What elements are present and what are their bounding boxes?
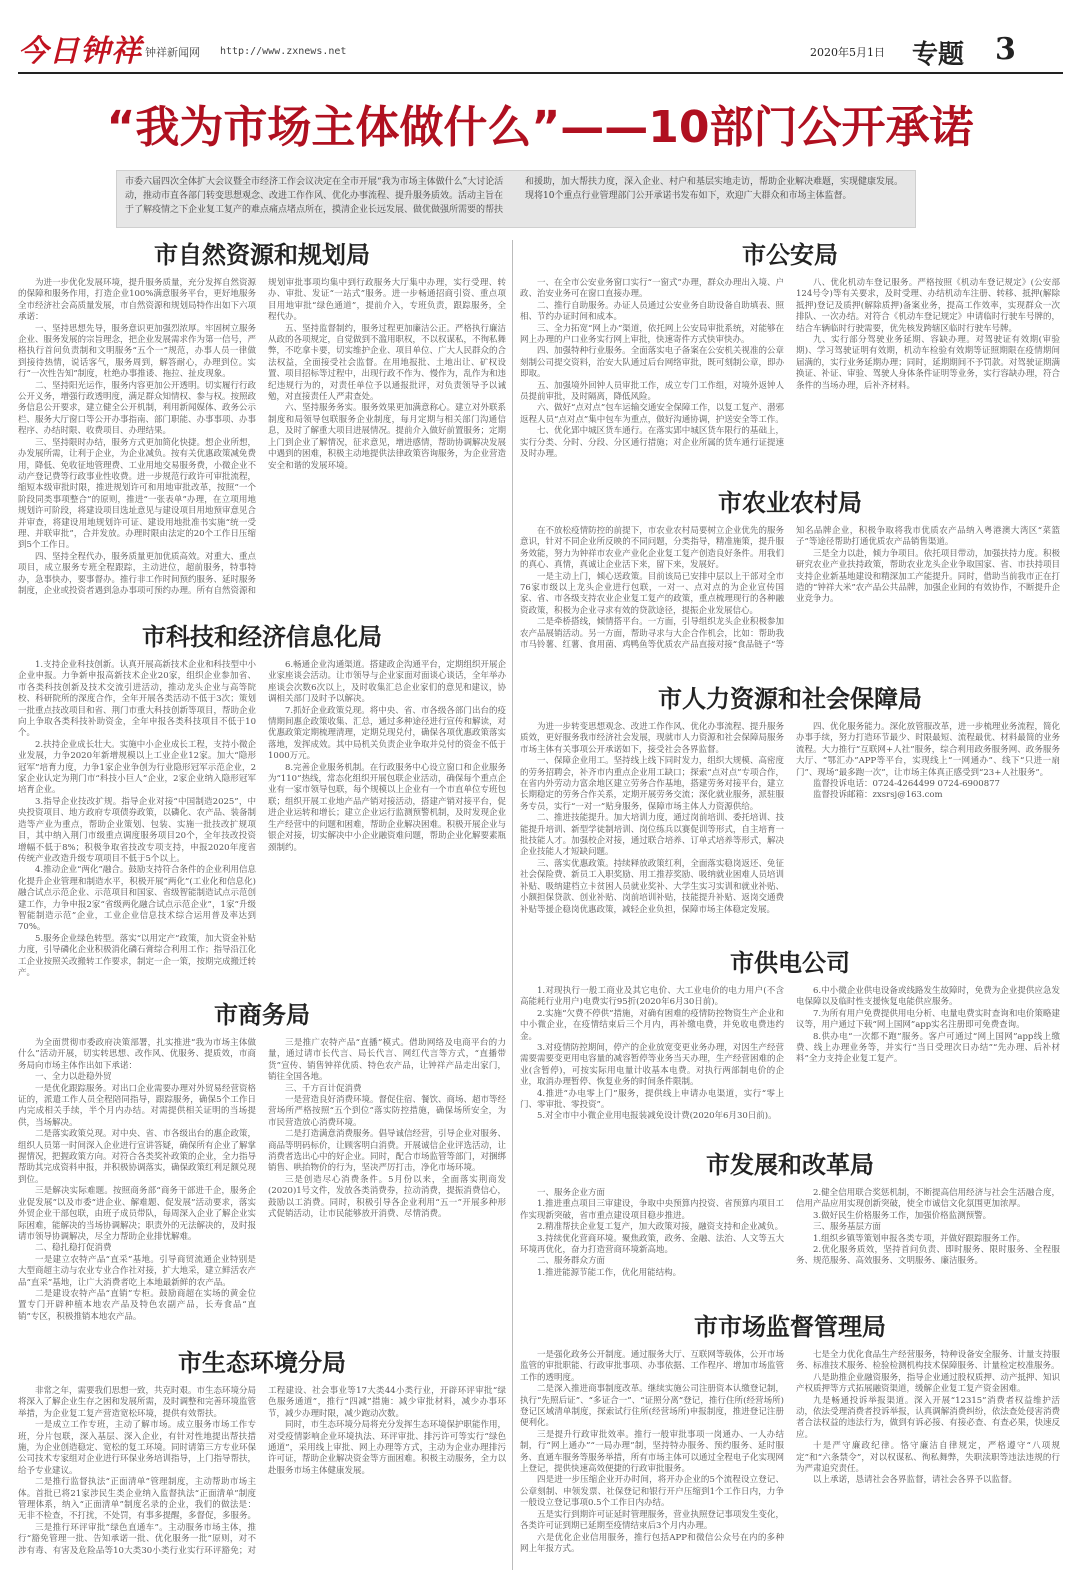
section-human-resources [520,682,1060,942]
section-title: 市科技和经济信息化局 [142,623,382,651]
section-paragraph: 五、坚持监督制约，服务过程更加廉洁公正。严格执行廉洁从政的各项规定，自觉做到不滥用职权，不以权谋私，不徇私舞弊，不吃拿卡要，切实维护企业、项目单位、广大人民群众的合法权益，全面接受社会监督。在用地报批、土地出让、矿权设置、项目招标等过程中，出现行政不作为、慢作为，乱作为和违纪违规行为的，对责任单位予以通报批评，对负责领导予以诫勉，对直接责任人严肃查处。 [268,323,506,403]
section-title: 市公安局 [742,241,838,269]
section-paragraph: 六、做好“点对点”包车运输交通安全保障工作，以复工复产、潜邪返程人员“点对点”集中包车为重点，做好沟通协调，护送安全等工作。 [520,403,784,425]
section-market-supervision [520,1310,1060,1572]
section-paragraph: 3.做好民生价格服务工作，加强价格监测预警。 [813,1210,992,1221]
section-paragraph: 三、坚持限时办结，服务方式更加简化快捷。想企业所想，办发展所需，让利于企业，为企业减负。按有关优惠政策减免费用，降低、免收征地管理费、工业用地交易服务费，小微企业不动产登记费等行政事业性收费。进一步规范行政许可审批流程，缩短本级审批时限，推进规划许可和用地审批改革，按照“一个阶段同类事项整合”的原则，推进“一张表单”办理，在立项用地规划许可阶段，将建设项目选址意见与建设项目用地预审意见合并审查，将建设用地规划许可证、建设用地批准书实施“统一受理、并联审批”，合并发放。办理时限由法定的20个工作日压缩到5个工作日。 [18,437,257,551]
section-body [520,722,1060,936]
section-paragraph: 3.指导企业技改扩规。指导企业对接“中国制造2025”，中央投资项目、地方政府专项债券政策，以磷化、农产品、装备制造等产业为重点，帮助企业策划、包装、实施一批技改扩规项目，其中纳入荆门市级重点调度服务项目20个，全年技改投资增幅不低于8%；积极争取省技改专项支持，申报2020年度省传统产业改造升级专项项目不低于5个以上。 [18,796,257,864]
section-paragraph: 1.对现执行一般工商业及其它电价、大工业电价的电力用户(不含高能耗行业用户)电费实行95折(2020年6月30日前)。 [520,986,784,1008]
section-paragraph: 三是解决实际难题。按照商务部“商务干部进千企，服务企业促发展”以及市委“进企业、解难题、促发展”活动要求，落实外贸企业干部包联，由班子成员带队，每周深入企业了解企业实际困难，能解决的当场协调解决；职责外的无法解决的，及时报请市领导协调解决，尽全力帮助企业排忧解难。 [18,1186,257,1242]
section-paragraph: 四是进一步压缩企业开办时间，将开办企业的5个流程设立登记、公章刻制、申领发票、社保登记和银行开户压缩到1个工作日内，力争一般设立登记事项0.5个工作日内办结。 [520,1475,784,1509]
section-paragraph: 二、服务群众方面 [537,1256,606,1267]
site-url[interactable]: http://www.zxnews.net [220,46,347,57]
section-body [520,278,1060,472]
section-paragraph: 二是打造满意消费服务。倡导诚信经营，引导企业对服务、商品等明码标价，让顾客明白消费。开展诚信企业评选活动，让消费者选出心中的好企业。同时，配合市场监管等部门，对捆绑销售、哄抬物价的行为，坚决严厉打击，净化市场环境。 [268,1129,506,1174]
section-paragraph: 二、稳扎稳打促消费 [35,1243,112,1254]
section-paragraph: 三是创造尽心消费条件。5月份以来，全面落实荆商发(2020)1号文件，发放各类消费券，拉动消费，提振消费信心，鼓励以工消费。同时，积极引导各企业利用“五一”开展多种形式促销活动，让市民能够放开消费、尽情消费。 [268,1174,506,1220]
section-paragraph: 8.完善企业服务机制。在行政服务中心设立窗口和企业服务为“110”热线，常态化组织开展包联企业活动，确保每个重点企业有一家市领导包联，每个规模以上企业有一个市直单位专班包联；组织开展工业地产品产销对接活动，搭建产销对接平台，促进企业运转和增长；建立企业运行监测预警机制，及时发现企业生产经营中的问题和困难，帮助企业解决困难。积极开展企业与银企对接，切实解决中小企业融资难问题，帮助企业化解要素瓶颈制约。 [268,762,506,853]
section-paragraph: 三是推广农特产品“直播”模式。借助网络及电商平台的力量，通过请市长代言、局长代言、网红代言等方式，“直播带货”宣传、销售钟祥优质、特色农产品，让钟祥产品走出家门，销往全国各地。 [268,1038,506,1083]
section-paragraph: 5.服务企业绿色转型。落实“以用定产”政策，加大资金补贴力度，引导磷化企业积极消化磷石膏综合利用工作；指导沿江化工企业按照关改搬转工作要求，制定一企一策，按期完成搬迁转产。 [18,933,257,978]
section-paragraph: 一、坚持思想先导，服务意识更加强烈浓厚。牢固树立服务企业、服务发展的宗旨理念，把企业发展需求作为第一信号，严格执行首问负责制和文明服务“五个一”规范，办事人员一律做到接待热情，说话客气，服务周到，解答耐心，办理到位。实行“一次性告知”制度，杜绝办事推诿、拖拉、扯皮现象。 [18,323,257,380]
section-paragraph: 五是实行到期许可证延时管理服务，营业执照登记事项发生变化，各类许可证到期已延期至疫情结束后3个月内办理。 [520,1509,784,1532]
section-title: 市人力资源和社会保障局 [658,685,922,713]
section-paragraph: 5.对全市中小微企业用电报装减免设计费(2020年6月30日前)。 [537,1111,777,1122]
section-paragraph: 一是成立工作专班，主动了解市场。成立服务市场工作专班，分片包联，深入基层、深入企业，有针对性地提出帮扶措施，为企业创造稳定、宽松的复工环境。同时请第三方专业环保公司技术专家组对企业进行环保业务培训指导，上门指导帮扶，给予专业建议。 [18,1420,257,1476]
section-paragraph: 二是建设农特产品“直销”专柜。鼓励商超在实场的黄金位置专门开辟种植本地农产品及特色农副产品，长寿食品“直销”专区，积极推销本地农产品。 [18,1288,256,1322]
section-paragraph: 一是强化政务公开制度。通过服务大厅、互联网等载体，公开市场监管的审批职能、行政审批事项、办事依据、工作程序、增加市场监管工作的透明度。 [520,1350,784,1383]
section-paragraph: 二、推行自助服务。办证人员通过公安业务自助设备自助填表、照相、节约办证时间和成本。 [520,300,784,323]
column-divider [512,240,513,1570]
section-paragraph: 四、加强特种行业服务。全面落实电子备案在公安机关视准的公章刻制公司提交资料，治安大队通过后台网络审批，既可刻制公章，即办即取。 [520,346,784,380]
section-body [18,1038,506,1334]
section-paragraph: 为进一步优化发展环境，提升服务质量，充分发挥自然资源的保障和服务作用，打造企业100%满意服务平台，更好地服务全市经济社会高质量发展，市自然资源和规划局特作出如下六项承诺： [18,278,257,323]
section-commerce [18,998,506,1340]
section-paragraph: 三、落实优惠政策。持续释放政策红利，全面落实稳岗返还、免征社会保险费、新员工入职奖励、用工推荐奖励、吸纳就业困难人员培训补贴、吸纳建档立卡贫困人员就业奖补、大学生实习实训和就业补贴、小额担保贷款、创业补贴、岗前培训补贴，技能提升补贴、返岗交通费补贴等援企稳岗优惠政策，减轻企业负担，保障市场主体稳定发展。 [520,858,784,915]
section-paragraph: 以上承诺，恳请社会各界监督，请社会各界予以监督。 [813,1475,1018,1486]
section-power-supply [520,946,1060,1146]
section-paragraph: 2.精准帮扶企业复工复产，加大政策对接，融资支持和企业减负。 [537,1222,784,1233]
section-paragraph: 一是建立农特产品“直采”基地。引导商贸流通企业特别是大型商超主动与农业专业合作社对接，扩大地采，建立鲜活农产品“直采”基地，让广大消费者吃上本地最新鲜的农产品。 [18,1254,257,1288]
section-natural-resources [18,238,506,614]
section-paragraph: 同时，市生态环境分局将充分发挥生态环境保护职能作用，对受疫情影响企业环境执法、环评审批、排污许可等实行“绿色通道”，采用线上审批、网上办理等方式，主动为企业办理排污许可证，帮助企业解决资金等方面困难。积极主动服务，全力以赴服务市场主体健康发展。 [268,1420,506,1476]
section-paragraph: 1.组织乡镇等策划申报各类专项，并做好跟踪服务工作。 [813,1233,1026,1244]
section-label: 专题 [912,40,965,70]
section-paragraph: 九是畅通投诉举报渠道。深入开展“12315”消费者权益维护活动，依法受理消费者投诉举报，认真调解消费纠纷，依法查处侵害消费者合法权益的违法行为，做到有诉必接、有接必查、有查必果，快速反应。 [796,1395,1060,1440]
section-paragraph: 八是助推企业融资服务，指导企业通过股权质押、动产抵押、知识产权质押等方式拓展融资渠道，缓解企业复工复产资金困难。 [796,1372,1060,1395]
issue-date: 2020年5月1日 [810,46,885,59]
section-paragraph: 一、保障企业用工。坚持线上线下同时发力，组织大规模、高密度的劳务招聘会，补齐市内重点企业用工缺口；探索“点对点”专项合作，在省内外劳动力富余地区建立劳务合作基地，搭建劳务对接平台，建立长期稳定的劳务合作关系，定期开展劳务交流；深化就业服务，派驻服务专员，实行“一对一”贴身服务，保障市场主体人力资源供给。 [520,756,784,812]
section-paragraph: 一、服务企业方面 [537,1188,606,1198]
section-title: 市自然资源和规划局 [154,241,370,269]
section-paragraph: 四、坚持全程代办，服务质量更加优质高效。对重大、重点项目，成立服务专班全程跟踪，主动进位，超前服务，特事特办，急事快办，要事督办。推行非工作时间预约服务、延时服务制度，企业或投资者遇到急办事项可预约办理。所有自然资源和规划审批事项均集中到行政服务大厅集中办理，实行受理、转办、审批、发证“一站式”服务。进一步畅通招商引资、重点项目用地审批“绿色通道”，提前介入，专班负责，跟踪服务，全程代办。 [18,278,506,596]
section-paragraph: 为全面贯彻市委政府决策部署，扎实推进“我为市场主体做什么”活动开展，切实转思想、改作风、优服务、提质效，市商务局向市场主体作出如下承诺： [18,1038,256,1071]
section-paragraph: 二是牵桥搭线，倾情搭平台。一方面，引导组织龙头企业积极参加农产品展销活动。另一方面，帮助寻求与大企合作机会，比如：帮助我市马铃薯、红薯、食用菌、鸡鸭鱼等优质农产品直接对接“食品链子”等知名品牌企业，积极争取将我市优质农产品纳入粤港澳大湾区“菜篮子”等途径帮助打通优质农产品销售渠道。 [520,526,1060,651]
section-body [18,278,506,608]
masthead [0,0,1078,86]
section-paragraph: 六是优化企业信用服务，推行包括APP和微信公众号在内的多种网上年报方式。 [520,1532,784,1554]
section-paragraph: 非常之年，需要我们思想一致，共克时艰。市生态环境分局将深入了解企业生存之困和发展所需，及时调整和完善环境监管举措，为企业复工复产营造宽松环境，提供有效帮扶。 [18,1386,257,1419]
page-headline: “我为市场主体做什么”——10部门公开承诺 [106,102,974,153]
section-title: 市发展和改革局 [706,1151,874,1179]
section-paragraph: 监督投诉邮箱：zxsrsj@163.com [813,790,943,801]
section-paragraph: 2.扶持企业成长壮大。实施中小企业成长工程，支持小微企业发展，力争2020年新增规模以上工业企业12家。加大“隐形冠军”培育力度，力争1家企业争创为行业隐形冠军示范企业，2家企业认定为荆门市“科技小巨人”企业，2家企业纳入隐形冠军培育企业。 [18,739,256,796]
section-paragraph: 7.为所有用户免费提供用电分析、电量电费实时查询和电价策略建议等，用户通过下载“网上国网”app实名注册即可免费查询。 [796,1008,1060,1031]
section-title: 市供电公司 [730,949,850,977]
section-paragraph: 2.实施“欠费不停供”措施，对确有困难的疫情防控物资生产企业和中小微企业，在疫情结束后三个月内，再补缴电费，并免收电费违约金。 [520,1008,784,1042]
section-paragraph: 3.持续优化营商环境。聚焦政策，政务、金融、法治、人文等五大环境再优化，奋力打造营商环境新高地。 [520,1233,784,1256]
page-number: 3 [995,32,1016,67]
section-paragraph: 九、实行部分驾驶业务延期、容缺办理。对驾驶证有效期(审验期)、学习驾驶证明有效期，机动车检验有效期等证照期限在疫情期间届满的，实行业务延期办理；同时，延期期间不予罚款。对驾驶证期满换证、补证、审验、驾驶人身体条件证明等业务，实行容缺办理，符合条件的当场办理，后补齐材料。 [796,335,1060,391]
section-paragraph: 七是全力优化食品生产经营服务，特种设备安全服务、计量支持服务、标准技术服务、检验检测机构技术保障服务、计量检定校准服务。 [796,1350,1060,1372]
section-paragraph: 一是营造良好消费环境。督促住宿、餐饮、商场、超市等经营场所严格按照“五个到位”落实防控措施，确保场所安全，为市民营造放心消费环境。 [268,1095,506,1128]
site-name: 钟祥新闻网 [145,46,200,59]
section-paragraph: 一、在全市公安业务窗口实行“一窗式”办理，群众办理出入境、户政、治安业务可在窗口直接办理。 [520,278,784,300]
section-body [18,660,506,988]
section-paragraph: 三、全力拓宽“网上办”渠道，依托网上公安局审批系统，对能够在网上办理的户口业务实行网上审批，快速寄件方式快审快办。 [520,323,784,346]
section-paragraph: 监督投诉电话：0724-4264499 0724-6900877 [813,779,1000,790]
section-title: 市市场监督管理局 [694,1313,886,1341]
section-paragraph: 八、优化机动车登记服务。严格按照《机动车登记规定》(公安部124号令)等有关要求，及时受理、办结机动车注册、转移、抵押(解除抵押)登记及质押(解除质押)备案业务，提高工作效率，实现群众一次排队、一次办结。对符合《机动车登记规定》申请临时行驶车号牌的，结合车辆临时行驶需要，优先核发跨辖区临时行驶车号牌。 [796,278,1060,334]
section-paragraph: 三、千方百计促消费 [285,1083,362,1094]
section-paragraph: 二、坚持阳光运作，服务内容更加公开透明。切实履行行政公开义务，增强行政透明度，满足群众知情权、参与权。按照政务信息公开要求，建立健全公开机制，利用新闻媒体、政务公示栏、服务大厅窗口等公开办事指南、部门职能、办事事项、办事程序、办结时限、收费项目、办理结果。 [18,380,257,437]
section-paragraph: 一是主动上门，倾心送政策。目前该局已安排中层以上干部对全市76家市级以上龙头企业进行包联，一对一、点对点的为企业宣传国家、省、市各级支持农业企业复工复产的政策，重点梳理现行的各种融资政策，积极为企业寻求有效的贷款途径，提振企业发展信心。 [520,571,784,616]
section-paragraph: 二是落实政策兑现。对中央、省、市各级出台的惠企政策，组织人员第一时间深入企业进行宣讲答疑，确保所有企业了解掌握情况，把握政策方向。对符合各类奖补政策的企业，全力指导帮助其完成资料申报，并积极协调落实，确保政策红利足额兑现到位。 [18,1129,257,1185]
section-paragraph: 在不放松疫情防控的前提下，市农业农村局要树立企业优先的服务意识，针对不同企业所反映的不同问题，分类指导，精准施策，提升服务效能，努力为钟祥市农业产业化企业复工复产创造良好条件。用我们的真心、真情，真诚让企业活下来，留下来，发展好。 [520,526,784,571]
section-paragraph: 七、优化郢中城区货车通行。在落实郢中城区货车限行的基础上，实行分类、分时、分段、分区通行措施；对企业所属的货车通行证提速及时办理。 [520,426,784,460]
section-paragraph: 二是推行监督执法“正面清单”管理制度，主动帮助市场主体。首批已将21家涉民生类企业纳入监督执法“正面清单”制度管理体系，纳入“正面清单”制度名录的企业，我们的做法是：无非不检查，不打扰，不处罚，有事多提醒，多督促，多服务。 [18,1477,257,1522]
masthead-rule [18,72,1063,74]
section-paragraph: 4.推进“办电零上门”服务，提供线上申请办电渠道，实行“零上门、零审批、零投资”。 [520,1088,784,1111]
section-paragraph: 2.优化服务质效，坚持首问负责、即时服务、限时服务、全程服务、规范服务、高效服务、文明服务、廉洁服务。 [796,1245,1060,1267]
section-paragraph: 三是提升行政审批效率。推行一般审批事项一岗通办、一人办结制，行“网上通办”“一局办理”制，坚持特办服务、预约服务、延时服务、直通车服务等服务举措，所有市场主体可以通过全程电子化实现网上登记，提供快速高效便捷的行政审批服务。 [520,1429,784,1475]
section-development-reform [520,1148,1060,1308]
section-body [18,1386,506,1566]
section-paragraph: 六、坚持服务务实。服务效果更加满意称心。建立对外联系制度和局领导包联服务企业制度，每月定期与相关部门沟通信息，及时了解重大项目进展情况。提前介入做好前置服务；定期上门到企业了解情况，征求意见，增进感情，帮助协调解决发展中遇到的困难，积极主动地提供法律政策咨询服务，为企业营造安全和谐的发展环境。 [268,403,506,471]
section-paragraph: 四、优化服务能力。深化放管服改革，进一步梳理业务流程，简化办事手续，努力打造环节最少、时限最短、流程最优、材料最简的业务流程。大力推行“互联网+人社”服务，综合利用政务服务网、政务服务大厅、“鄂汇办”APP等平台，实现线上“一网通办”、线下“只进一扇门”、现场“最多跑一次”，让市场主体真正感受到“23+人社服务”。 [796,722,1060,778]
section-science-tech [18,620,506,994]
section-paragraph: 三是推行环评审批“绿色直通车”。主动服务市场主体，推行“豁免管理一批、告知承诺一批、优化服务一批”原则，对不涉有毒、有害及危险品等10大类30小类行业实行环评豁免；对工程建设、社会事业等17大类44小类行业，开辟环评审批“绿色服务通道”，推行“四减”措施：减少审批材料，减少办事环节，减少办理时限，减少跑动次数。 [18,1386,506,1556]
section-body [520,526,1060,672]
section-paragraph: 1.推进重点项目三审建设，争取中央预算内投资、省预算内项目工作实现新突破，省市重点建设项目稳步推进。 [520,1199,784,1221]
section-title: 市农业农村局 [718,489,862,517]
section-paragraph: 4.推动企业“两化”融合。鼓励支持符合条件的企业利用信息化提升企业管理和制造水平，积极开展“两化”(工业化和信息化)融合试点示范企业、示范项目和国家、省级智能制造试点示范创建工作，力争申报2家“省级两化融合试点示范企业”，1家“升级智能制造示范”企业，工业企业信息技术综合运用普及率达到70%。 [18,865,257,933]
section-paragraph: 1.支持企业科技创新。认真开展高新技术企业和科技型中小企业申报。力争新申报高新技术企业20家，组织企业参加省、市各类科技创新及技术交流引进活动，推动龙头企业与高等院校、科研院所的深度合作，全年开展各类活动不低于3次；策划一批重点技改项目和省、荆门市重大科技创新等项目，帮助企业向上争取各类科技补助资金，全年申报各类科技项目不低于10个。 [18,660,257,739]
section-paragraph: 一是优化跟踪服务。对出口企业需要办理对外贸易经营资格证的，派遣工作人员全程陪同指导，跟踪服务，确保5个工作日内完成相关手续，半个月内办结。对需提供相关证明的当场提供，当场解决。 [18,1083,257,1128]
section-paragraph: 7.抓好企业政策兑现。将中央、省、市各级各部门出台的疫情期间惠企政策收集、汇总，通过多种途径进行宣传和解读，对优惠政策定期梳理清理，定期兑现兑付，确保各项优惠政策落实落地，发挥成效。其中局机关负责企业争取并兑付的资金不低于1000万元。 [268,705,506,762]
section-body [520,1350,1060,1566]
section-paragraph: 为进一步转变思想观念、改进工作作风、优化办事流程、提升服务质效，更好服务我市经济社会发展，现就市人力资源和社会保障局服务市场主体有关事项公开承诺如下，接受社会各界监督。 [520,722,784,755]
section-paragraph: 二、推进技能提升。加大培训力度，通过岗前培训、委托培训、技能提升培训、新型学徒制培训、岗位练兵以赛促训等形式，自主培育一批技能人才。加强校企对接，通过联合培养、订单式培养等形式，解决企业技能人才短缺问题。 [520,813,784,858]
section-title: 市商务局 [214,1001,310,1029]
section-paragraph: 二是深入推进商事制度改革。继续实施公司注册资本认缴登记制，执行“先照后证”、“多证合一”、“证照分离”登记，推行住所(经营场所)登记区域清单制度，探索试行住所(经营场所)申报制度，推进登记注册便利化。 [520,1384,784,1429]
section-paragraph: 一、全力以赴稳外贸 [35,1072,112,1083]
section-paragraph: 三、服务基层方面 [813,1222,882,1233]
section-public-security [520,238,1060,478]
section-body [520,986,1060,1140]
intro-box: 市委六届四次全体扩大会议暨全市经济工作会议决定在全市开展“我为市场主体做什么”大讨论活动，推动市直各部门转变思想观念、改进工作作风、优化办事流程、提升服务质效。活动主旨在于了解疫情之下企业复工复产的难点痛点堵点所在，摸清企业长远发展、做优做强所需要的帮扶和援助，加大帮扶力度，深入企业、村户和基层实地走访，帮助企业解决难题，实现健康发展。现将10个重点行业管理部门公开承诺书发布如下，欢迎广大群众和市场主体监督。 [116,170,916,228]
section-body [520,1188,1060,1302]
section-paragraph: 3.对疫情防控期间，停产的企业放宽变更业务办理，对因生产经营需要需要变更用电容量的减容暂停等业务当天办理，生产经营困难的企业(含暂停)，可按实际用电量计收基本电费。对执行两部制电价的企业，取消办理暂停、恢复业务的时间条件限制。 [520,1043,784,1088]
section-paragraph: 1.推进能源节能工作，优化用能结构。 [537,1267,682,1278]
section-paragraph: 十是严守廉政纪律。恪守廉洁自律规定，严格遵守“八项规定”和“六条禁令”，对以权谋私、徇私舞弊，失职渎职等违法违规的行为严肃追究责任。 [796,1441,1060,1475]
section-paragraph: 8.供办电“一次都不跑”服务。客户可通过“网上国网”app线上缴费、线上办理业务等，并实行“当日受理次日办结”“先办理、后补材料”全力支持企业复工复产。 [796,1031,1060,1065]
section-ecology [18,1346,506,1572]
section-paragraph: 6.畅通企业沟通渠道。搭建政企沟通平台，定期组织开展企业家座谈会活动。让市领导与企业家面对面谈心谈话，全年举办座谈会次数6次以上，及时收集汇总企业家们的意见和建议，协调相关部门及时予以解决。 [268,660,506,705]
section-paragraph: 三是全力以赴，倾力争项目。依托项目带动，加强扶持力度。积极研究农业产业扶持政策，帮助农业龙头企业争取国家、省、市扶持项目支持企业新基地建设和精深加工产能提升。同时，借助当前我市正在打造的“钟祥大米”农产品公共品牌，加强企业间的有效协作，不断提升企业竞争力。 [796,548,1060,605]
section-paragraph: 五、加强境外回钟人员审批工作，成立专门工作组，对境外返钟人员提前审批，及时隔离，降低风险。 [520,380,784,403]
section-paragraph: 2.健全信用联合奖惩机制，不断提高信用经济与社会生活融合度，信用产品应用实现创新突破，使全市诚信文化氛围更加浓厚。 [796,1188,1060,1210]
section-title: 市生态环境分局 [178,1349,346,1377]
section-paragraph: 6.中小微企业供电设备或线路发生故障时，免费为企业提供应急发电保障以及临时性支援恢复电能供应服务。 [796,986,1060,1008]
section-agriculture [520,486,1060,678]
paper-logo: 今日钟祥 [18,34,142,69]
